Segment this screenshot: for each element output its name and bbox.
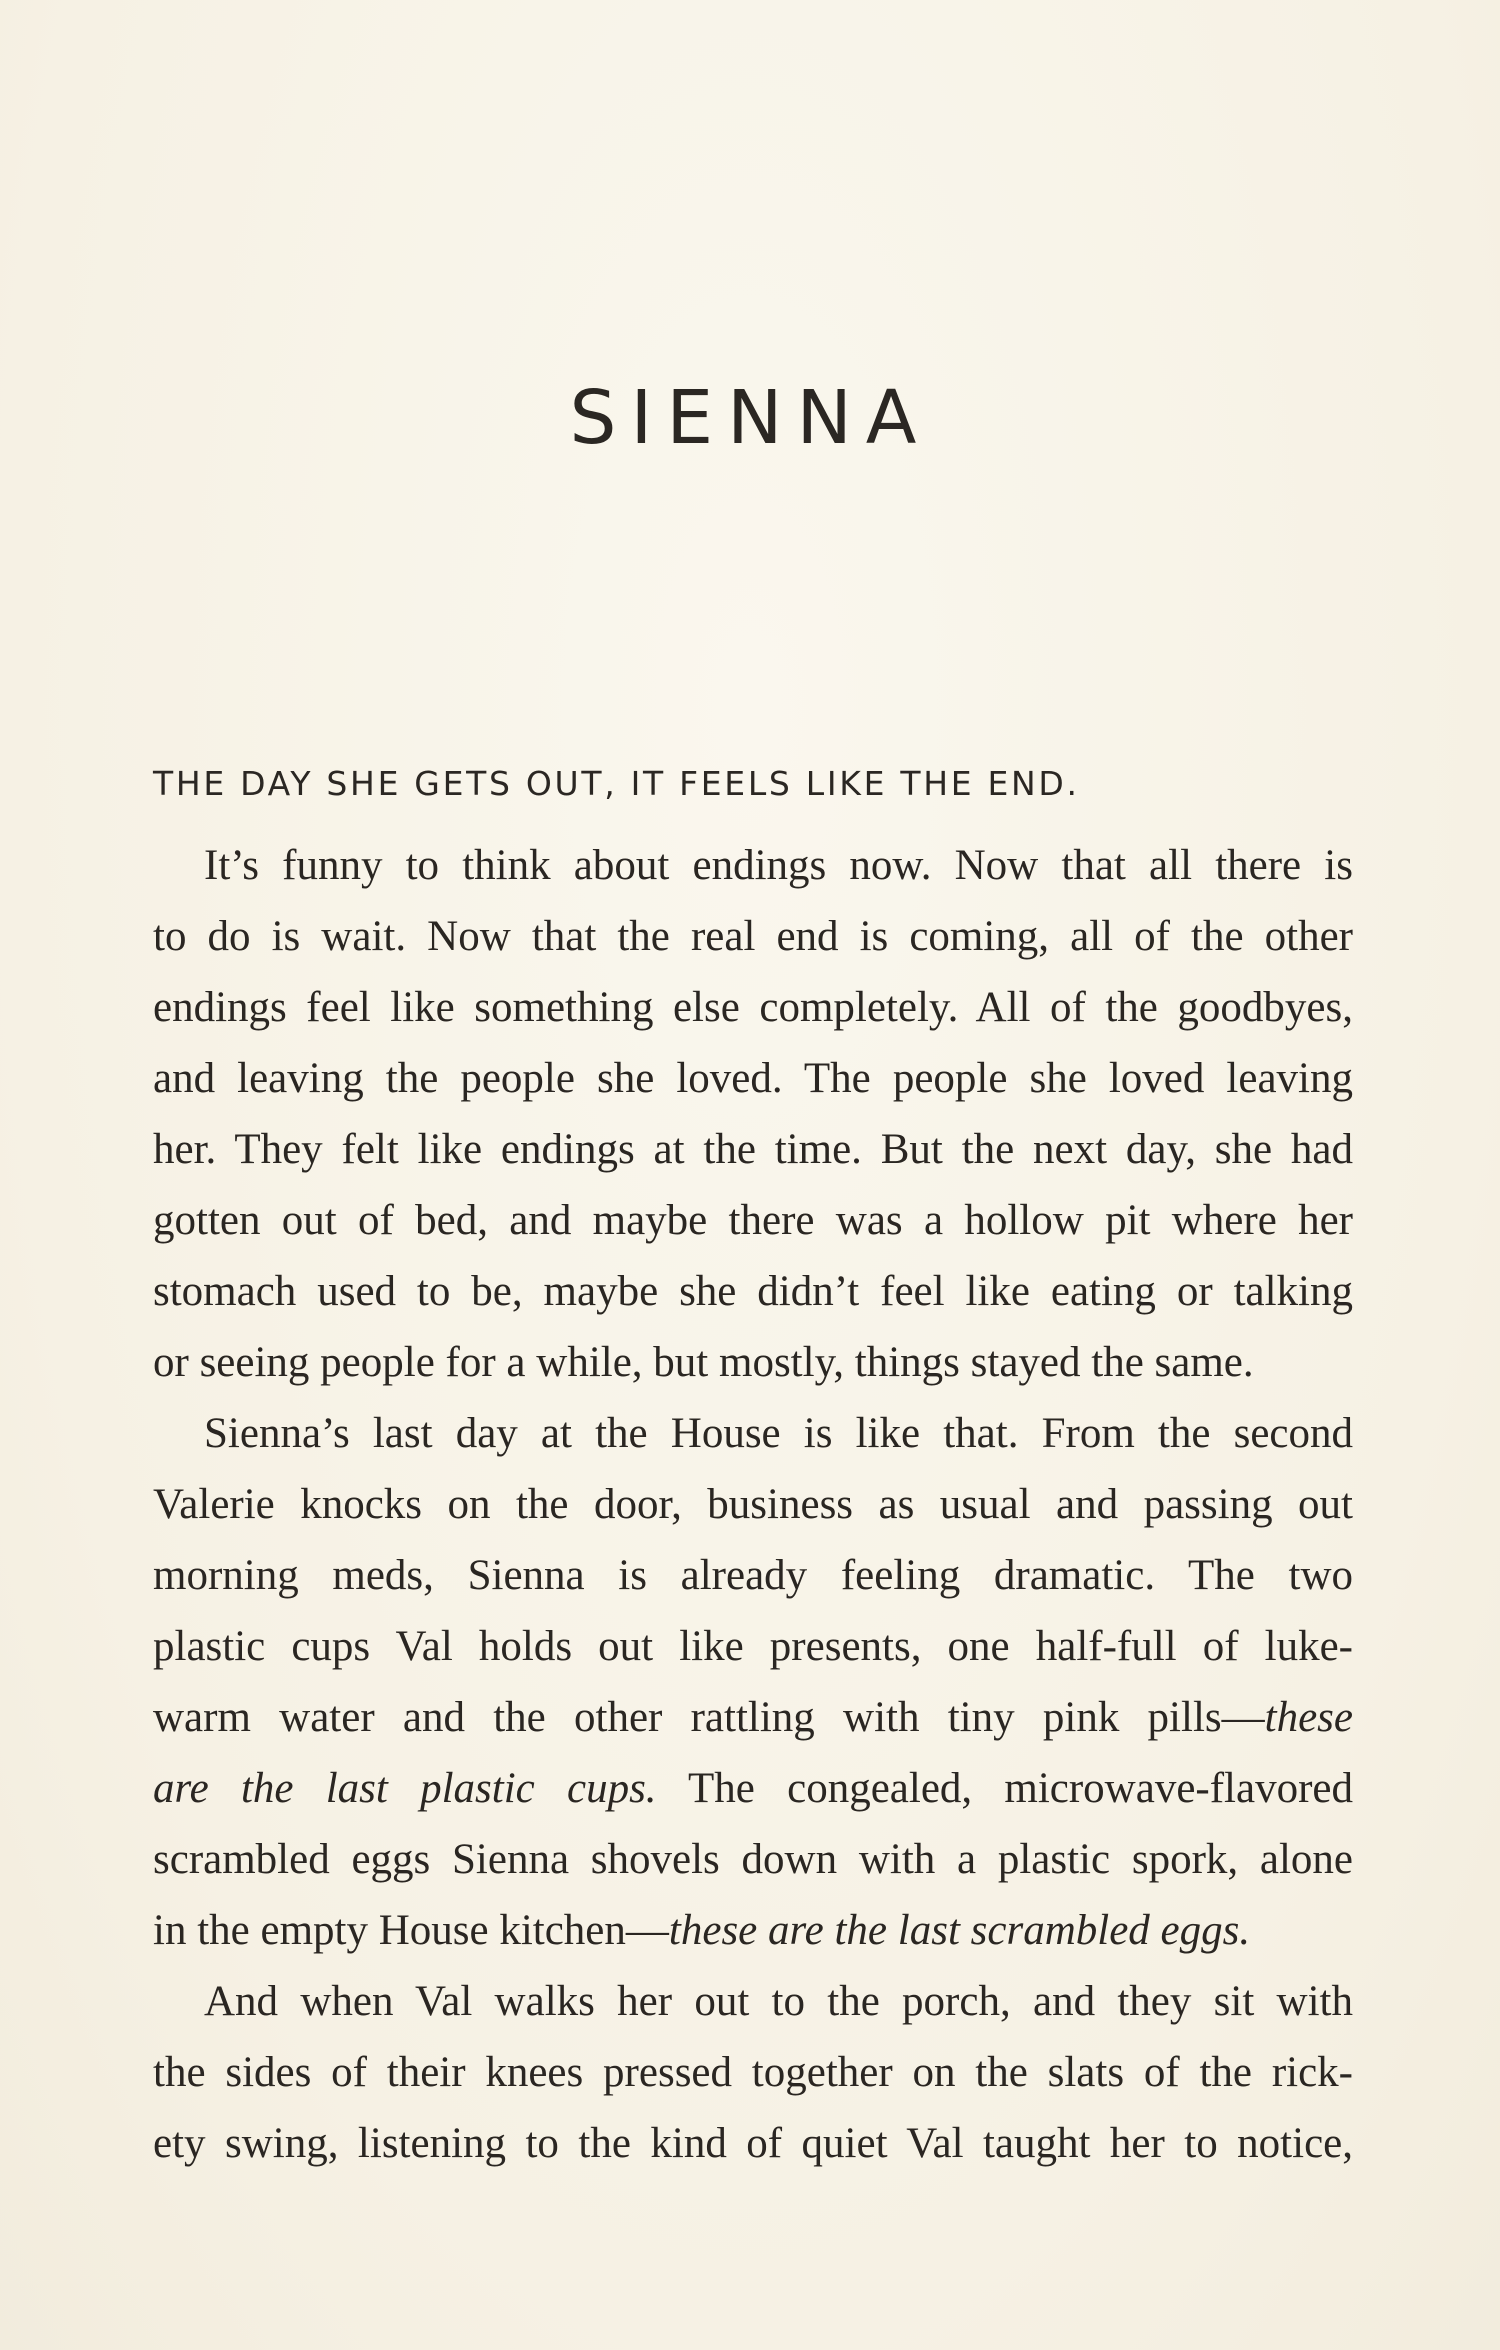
paragraph-2 [153, 1398, 1353, 1966]
text-line: Sienna’s last day at the House is like that. From the second [204, 1410, 1353, 1457]
text-line: endings feel like something else completely. All of the goodbyes, [153, 984, 1353, 1031]
chapter-title: SIENNA [569, 375, 931, 461]
text-line: morning meds, Sienna is already feeling dramatic. The two [153, 1552, 1353, 1599]
chapter-body [153, 764, 1353, 2179]
text-line: and leaving the people she loved. The people she loved leaving [153, 1055, 1353, 1102]
italic-run: these [1264, 1694, 1353, 1741]
text-line: scrambled eggs Sienna shovels down with a plastic spork, alone [153, 1836, 1353, 1883]
text-line [153, 1895, 1353, 1966]
text-run: warm water and the other rattling with tiny pink pills— [153, 1694, 1265, 1741]
text-line: the sides of their knees pressed together on the slats of the rick- [153, 2049, 1353, 2096]
text-line: It’s funny to think about endings now. Now that all there is [204, 842, 1353, 889]
text-line: And when Val walks her out to the porch, and they sit with [204, 1978, 1353, 2025]
italic-run: these are the last scrambled eggs. [668, 1907, 1251, 1954]
text-line: or seeing people for a while, but mostly, things stayed the same. [153, 1339, 1254, 1386]
text-run: The congealed, microwave-flavored [656, 1765, 1353, 1812]
text-run: in the empty House kitchen— [153, 1907, 669, 1954]
opening-line: THE DAY SHE GETS OUT, IT FEELS LIKE THE END. [153, 764, 1080, 803]
text-line: plastic cups Val holds out like presents, one half-full of luke- [153, 1623, 1353, 1670]
paragraph-3 [153, 1966, 1353, 2179]
text-line [153, 1753, 1353, 1824]
italic-run: are the last plastic cups. [153, 1765, 657, 1812]
text-line: to do is wait. Now that the real end is coming, all of the other [153, 913, 1353, 960]
text-line: ety swing, listening to the kind of quiet Val taught her to notice, [153, 2120, 1353, 2167]
paragraph-1 [153, 830, 1353, 1398]
text-line: stomach used to be, maybe she didn’t feel like eating or talking [153, 1268, 1353, 1315]
text-line: Valerie knocks on the door, business as usual and passing out [153, 1481, 1353, 1528]
text-line: her. They felt like endings at the time. But the next day, she had [153, 1126, 1353, 1173]
text-line: gotten out of bed, and maybe there was a hollow pit where her [153, 1197, 1353, 1244]
text-line [153, 1682, 1353, 1753]
